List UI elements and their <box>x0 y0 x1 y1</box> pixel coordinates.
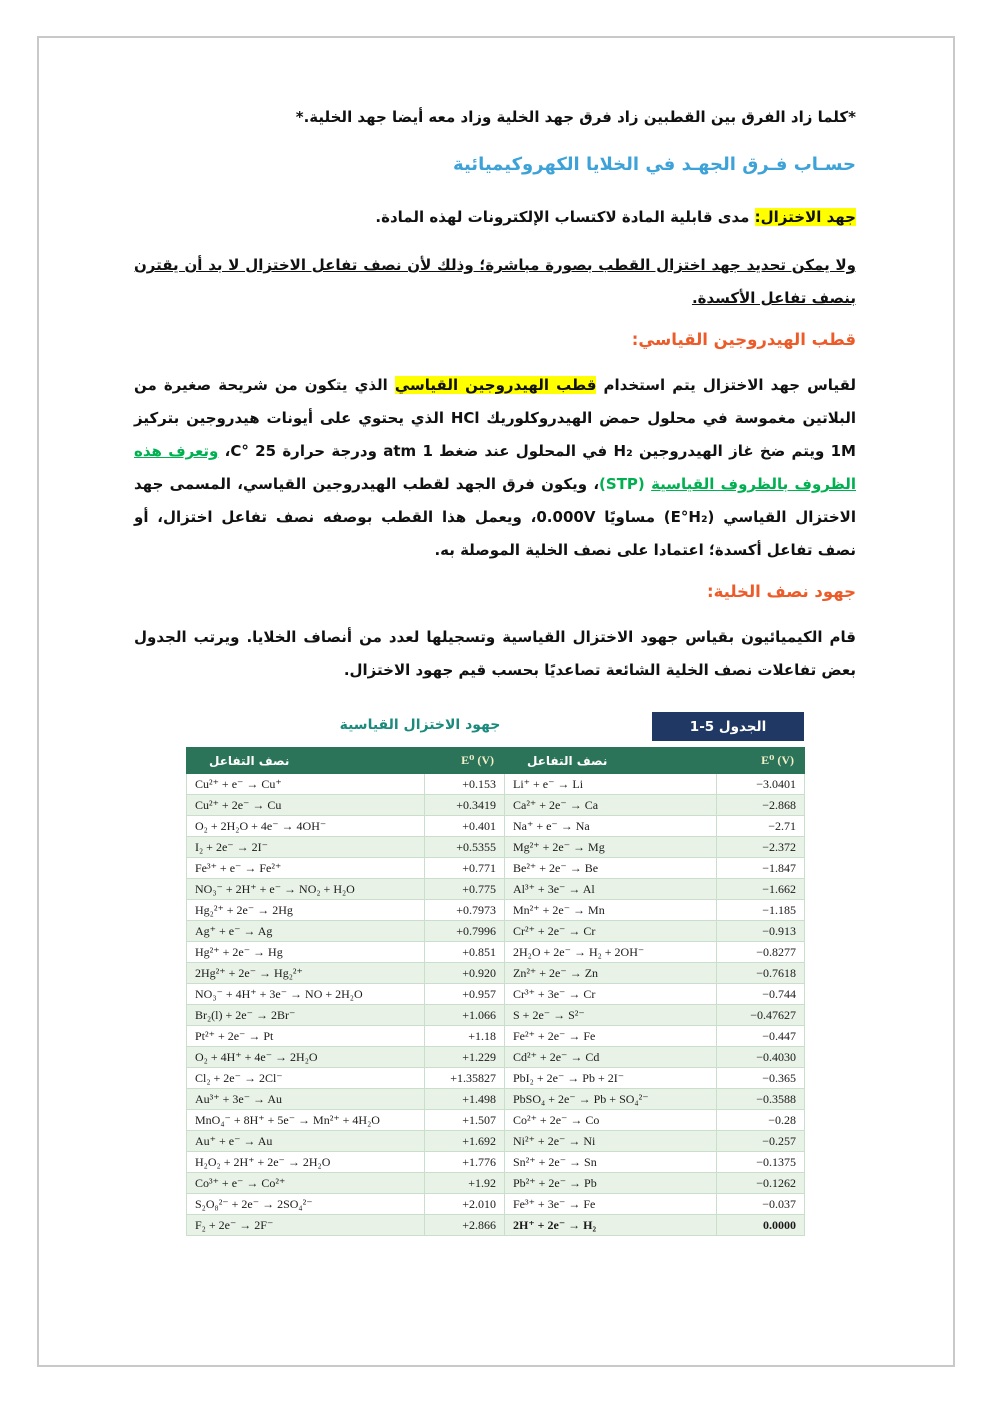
half-reaction-cell: S₂O₈²⁻ + 2e⁻ → 2SO₄²⁻ <box>187 1194 425 1215</box>
table-row <box>187 1215 805 1236</box>
half-reaction-cell: Co²⁺ + 2e⁻ → Co <box>505 1110 717 1131</box>
half-reaction-cell: Ni²⁺ + 2e⁻ → Ni <box>505 1131 717 1152</box>
half-reaction-cell: Br₂(l) + 2e⁻ → 2Br⁻ <box>187 1005 425 1026</box>
potential-cell: +2.010 <box>425 1194 505 1215</box>
paragraph-text: الذي يتكون من شريحة صغيرة من البلاتين مغموسة في محلول حمض الهيدروكلوريك HCl الذي يحتوي على أيونات هيدروجين بتركيز 1M ويتم ضخ غاز الهيدروجين H₂ في المحلول عند ضغط 1 atm ودرجة حرارة 25 C°‎، <box>134 376 856 460</box>
potential-cell: +1.498 <box>425 1089 505 1110</box>
half-reaction-cell: Pb²⁺ + 2e⁻ → Pb <box>505 1173 717 1194</box>
half-reaction-cell: 2H₂O + 2e⁻ → H₂ + 2OH⁻ <box>505 942 717 963</box>
half-reaction-cell: Cu²⁺ + e⁻ → Cu⁺ <box>187 774 425 795</box>
half-reaction-cell: Fe²⁺ + 2e⁻ → Fe <box>505 1026 717 1047</box>
highlighted-phrase: قطب الهيدروجين القياسي <box>394 376 597 394</box>
potential-cell: +0.153 <box>425 774 505 795</box>
half-reaction-cell: Au⁺ + e⁻ → Au <box>187 1131 425 1152</box>
potential-cell: +0.920 <box>425 963 505 984</box>
potential-cell: −0.1262 <box>717 1173 805 1194</box>
potential-header: E⁰ (V) <box>717 748 805 774</box>
potential-cell: +1.066 <box>425 1005 505 1026</box>
potential-cell: −0.4030 <box>717 1047 805 1068</box>
half-reaction-cell: Co³⁺ + e⁻ → Co²⁺ <box>187 1173 425 1194</box>
potential-cell: +0.771 <box>425 858 505 879</box>
potential-cell: −0.257 <box>717 1131 805 1152</box>
potentials-table <box>186 747 805 1236</box>
half-reaction-cell: NO₃⁻ + 4H⁺ + 3e⁻ → NO + 2H₂O <box>187 984 425 1005</box>
table-row <box>187 1068 805 1089</box>
table-row <box>187 837 805 858</box>
half-reaction-cell: Cr³⁺ + 3e⁻ → Cr <box>505 984 717 1005</box>
potential-cell: −0.28 <box>717 1110 805 1131</box>
half-reaction-cell: 2Hg²⁺ + 2e⁻ → Hg₂²⁺ <box>187 963 425 984</box>
table-title: جهود الاختزال القياسية <box>339 717 501 733</box>
half-reaction-cell: Zn²⁺ + 2e⁻ → Zn <box>505 963 717 984</box>
section-heading: حسـاب فـرق الجهـد في الخلايا الكهروكيميائية <box>453 154 856 175</box>
half-reaction-cell: F₂ + 2e⁻ → 2F⁻ <box>187 1215 425 1236</box>
potential-cell: −2.372 <box>717 837 805 858</box>
table-row <box>187 1005 805 1026</box>
half-reaction-cell: I₂ + 2e⁻ → 2I⁻ <box>187 837 425 858</box>
potential-header: E⁰ (V) <box>425 748 505 774</box>
table-row <box>187 858 805 879</box>
half-reaction-cell: Au³⁺ + 3e⁻ → Au <box>187 1089 425 1110</box>
potential-cell: +0.7973 <box>425 900 505 921</box>
potential-cell: +1.692 <box>425 1131 505 1152</box>
potential-cell: +0.957 <box>425 984 505 1005</box>
table-row <box>187 816 805 837</box>
table-label: الجدول 5-1 <box>652 712 804 741</box>
reduction-potential-term: جهد الاختزال: <box>754 208 856 226</box>
potential-cell: +0.851 <box>425 942 505 963</box>
half-reaction-cell: Na⁺ + e⁻ → Na <box>505 816 717 837</box>
potential-cell: +1.92 <box>425 1173 505 1194</box>
potential-cell: +1.507 <box>425 1110 505 1131</box>
potential-cell: −1.662 <box>717 879 805 900</box>
paragraph-text: ، ويكون فرق الجهد لقطب الهيدروجين القياسي، المسمى جهد الاختزال القياسي (E°H₂) مساويًا 0.000V، ويعمل هذا القطب بوصفه نصف تفاعل اختزال، أو نصف تفاعل أكسدة؛ اعتمادا على نصف الخلية الموصلة به. <box>134 475 856 559</box>
half-reaction-cell: Cd²⁺ + 2e⁻ → Cd <box>505 1047 717 1068</box>
half-reaction-cell: Cr²⁺ + 2e⁻ → Cr <box>505 921 717 942</box>
table-row <box>187 1047 805 1068</box>
half-reaction-cell: Cu²⁺ + 2e⁻ → Cu <box>187 795 425 816</box>
half-reaction-cell: 2H⁺ + 2e⁻ → H₂ <box>505 1215 717 1236</box>
table-row <box>187 1110 805 1131</box>
potential-cell: +1.776 <box>425 1152 505 1173</box>
half-reaction-cell: Fe³⁺ + e⁻ → Fe²⁺ <box>187 858 425 879</box>
half-reaction-cell: Hg²⁺ + 2e⁻ → Hg <box>187 942 425 963</box>
half-reaction-cell: Sn²⁺ + 2e⁻ → Sn <box>505 1152 717 1173</box>
potential-cell: +2.866 <box>425 1215 505 1236</box>
table-title-bar <box>186 711 804 747</box>
table-row <box>187 795 805 816</box>
potential-cell: −0.7618 <box>717 963 805 984</box>
table-row <box>187 963 805 984</box>
table-row <box>187 900 805 921</box>
half-reaction-cell: S + 2e⁻ → S²⁻ <box>505 1005 717 1026</box>
potential-cell: −0.037 <box>717 1194 805 1215</box>
half-reaction-cell: Al³⁺ + 3e⁻ → Al <box>505 879 717 900</box>
potential-cell: −0.744 <box>717 984 805 1005</box>
document-content <box>134 108 856 1236</box>
half-reaction-cell: MnO₄⁻ + 8H⁺ + 5e⁻ → Mn²⁺ + 4H₂O <box>187 1110 425 1131</box>
half-reaction-cell: Ag⁺ + e⁻ → Ag <box>187 921 425 942</box>
half-reaction-cell: H₂O₂ + 2H⁺ + 2e⁻ → 2H₂O <box>187 1152 425 1173</box>
stp-label: (STP) <box>599 475 652 493</box>
table-row <box>187 879 805 900</box>
half-reaction-cell: O₂ + 4H⁺ + 4e⁻ → 2H₂O <box>187 1047 425 1068</box>
half-reaction-cell: PbSO₄ + 2e⁻ → Pb + SO₄²⁻ <box>505 1089 717 1110</box>
half-reaction-cell: Mn²⁺ + 2e⁻ → Mn <box>505 900 717 921</box>
half-reaction-cell: Cl₂ + 2e⁻ → 2Cl⁻ <box>187 1068 425 1089</box>
potential-cell: −0.3588 <box>717 1089 805 1110</box>
potential-cell: −0.1375 <box>717 1152 805 1173</box>
potential-cell: −1.185 <box>717 900 805 921</box>
potential-cell: +1.18 <box>425 1026 505 1047</box>
potential-cell: +0.401 <box>425 816 505 837</box>
potential-cell: −1.847 <box>717 858 805 879</box>
potential-cell: −0.47627 <box>717 1005 805 1026</box>
half-cell-heading: جهود نصف الخلية: <box>706 582 856 601</box>
half-reaction-cell: PbI₂ + 2e⁻ → Pb + 2I⁻ <box>505 1068 717 1089</box>
potential-cell: +0.7996 <box>425 921 505 942</box>
half-cell-paragraph: قام الكيميائيون بقياس جهود الاختزال القياسية وتسجيلها لعدد من أنصاف الخلايا. ويرتب الجدول بعض تفاعلات نصف الخلية الشائعة تصاعديًا بحسب قيم جهود الاختزال. <box>134 628 856 679</box>
table-row <box>187 1173 805 1194</box>
table-header-row <box>187 748 805 774</box>
half-reaction-cell: Fe³⁺ + 3e⁻ → Fe <box>505 1194 717 1215</box>
table-row <box>187 921 805 942</box>
half-reaction-cell: Mg²⁺ + 2e⁻ → Mg <box>505 837 717 858</box>
table-row <box>187 1194 805 1215</box>
potential-cell: −0.8277 <box>717 942 805 963</box>
half-reaction-cell: Ca²⁺ + 2e⁻ → Ca <box>505 795 717 816</box>
paragraph-text: لقياس جهد الاختزال يتم استخدام <box>596 376 856 394</box>
potential-cell: 0.0000 <box>717 1215 805 1236</box>
reaction-header: نصف التفاعل <box>505 748 717 774</box>
standard-conditions-phrase: وتعرف هذه الظروف بالظروف القياسية <box>134 442 857 493</box>
table-row <box>187 774 805 795</box>
table-row <box>187 942 805 963</box>
reduction-potential-text: مدى قابلية المادة لاكتساب الإلكترونات لهذه المادة. <box>375 208 755 226</box>
half-reaction-cell: Be²⁺ + 2e⁻ → Be <box>505 858 717 879</box>
half-reaction-cell: Pt²⁺ + 2e⁻ → Pt <box>187 1026 425 1047</box>
table-row <box>187 984 805 1005</box>
hydrogen-electrode-heading: قطب الهيدروجين القياسي: <box>631 330 856 349</box>
potential-cell: +0.3419 <box>425 795 505 816</box>
potential-cell: +0.5355 <box>425 837 505 858</box>
potential-cell: −0.365 <box>717 1068 805 1089</box>
potential-cell: +0.775 <box>425 879 505 900</box>
table-row <box>187 1089 805 1110</box>
potential-cell: −0.447 <box>717 1026 805 1047</box>
oxidation-coupling-note: ولا يمكن تحديد جهد اختزال القطب بصورة مباشرة؛ وذلك لأن نصف تفاعل الاختزال لا بد أن يقترن بنصف تفاعل الأكسدة. <box>134 256 856 307</box>
potential-cell: +1.229 <box>425 1047 505 1068</box>
top-note: *كلما زاد الفرق بين القطبين زاد فرق جهد الخلية وزاد معه أيضا جهد الخلية.* <box>295 108 856 126</box>
hydrogen-electrode-paragraph <box>134 369 856 567</box>
half-reaction-cell: O₂ + 2H₂O + 4e⁻ → 4OH⁻ <box>187 816 425 837</box>
potential-cell: −2.71 <box>717 816 805 837</box>
potential-cell: −0.913 <box>717 921 805 942</box>
table-row <box>187 1026 805 1047</box>
potential-cell: −3.0401 <box>717 774 805 795</box>
potential-cell: +1.35827 <box>425 1068 505 1089</box>
reduction-potential-definition <box>134 201 856 234</box>
table-row <box>187 1152 805 1173</box>
half-reaction-cell: NO₃⁻ + 2H⁺ + e⁻ → NO₂ + H₂O <box>187 879 425 900</box>
standard-potentials-table <box>186 711 804 1236</box>
potential-cell: −2.868 <box>717 795 805 816</box>
table-row <box>187 1131 805 1152</box>
reaction-header: نصف التفاعل <box>187 748 425 774</box>
half-reaction-cell: Hg₂²⁺ + 2e⁻ → 2Hg <box>187 900 425 921</box>
half-reaction-cell: Li⁺ + e⁻ → Li <box>505 774 717 795</box>
